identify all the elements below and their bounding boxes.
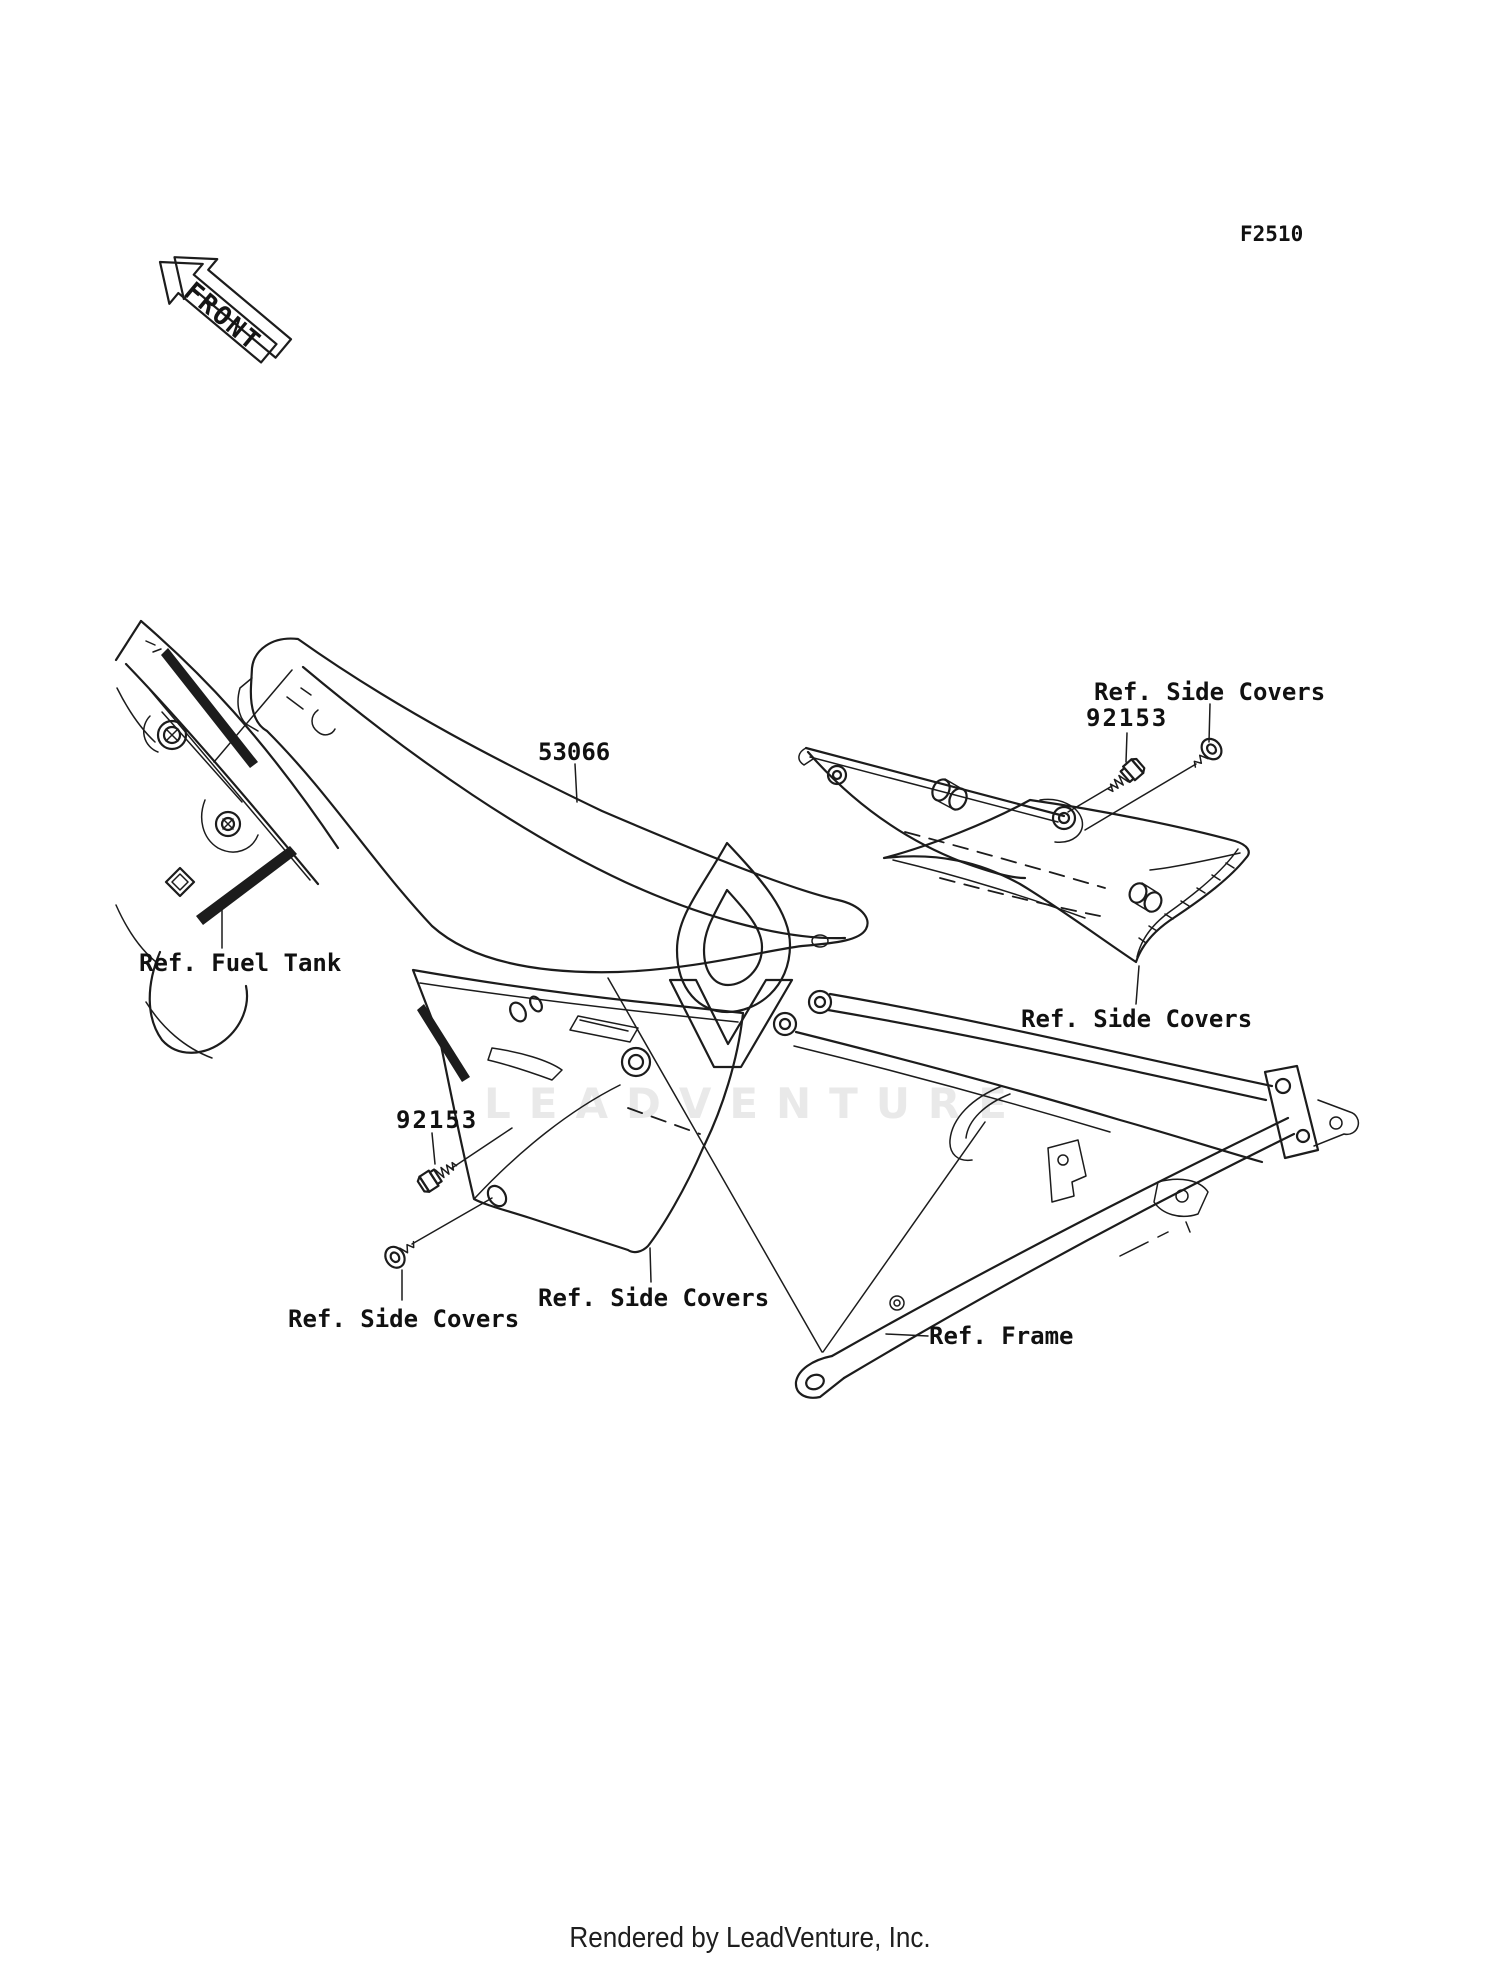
ref-label-side-covers-top-right: Ref. Side Covers	[1094, 678, 1326, 706]
screw-92153-left	[416, 1156, 460, 1193]
part-label-92153-left[interactable]: 92153	[396, 1106, 479, 1134]
ref-label-side-covers-center: Ref. Side Covers	[538, 1284, 770, 1312]
fuel-tank-drawing	[116, 621, 338, 1058]
figure-code: F2510	[1240, 222, 1304, 246]
ref-label-side-covers-bottom-left: Ref. Side Covers	[288, 1305, 520, 1333]
watermark-text: LEADVENTURE	[484, 1079, 1025, 1128]
seat-drawing	[238, 639, 868, 973]
front-direction-arrow	[143, 232, 300, 378]
front-arrow-label: FRONT	[178, 276, 268, 358]
screw-92153-top	[1103, 757, 1146, 797]
part-label-92153-top[interactable]: 92153	[1086, 704, 1169, 732]
render-credit: Rendered by LeadVenture, Inc.	[569, 1922, 931, 1954]
ref-label-side-covers-mid-right: Ref. Side Covers	[1021, 1005, 1253, 1033]
ref-label-fuel-tank: Ref. Fuel Tank	[139, 949, 342, 977]
bolt-92153-left	[381, 1235, 421, 1271]
ref-label-frame: Ref. Frame	[929, 1322, 1074, 1350]
flame-icon	[677, 843, 790, 1012]
bolt-92153-top	[1186, 735, 1225, 773]
part-label-53066-seat[interactable]: 53066	[538, 738, 611, 766]
